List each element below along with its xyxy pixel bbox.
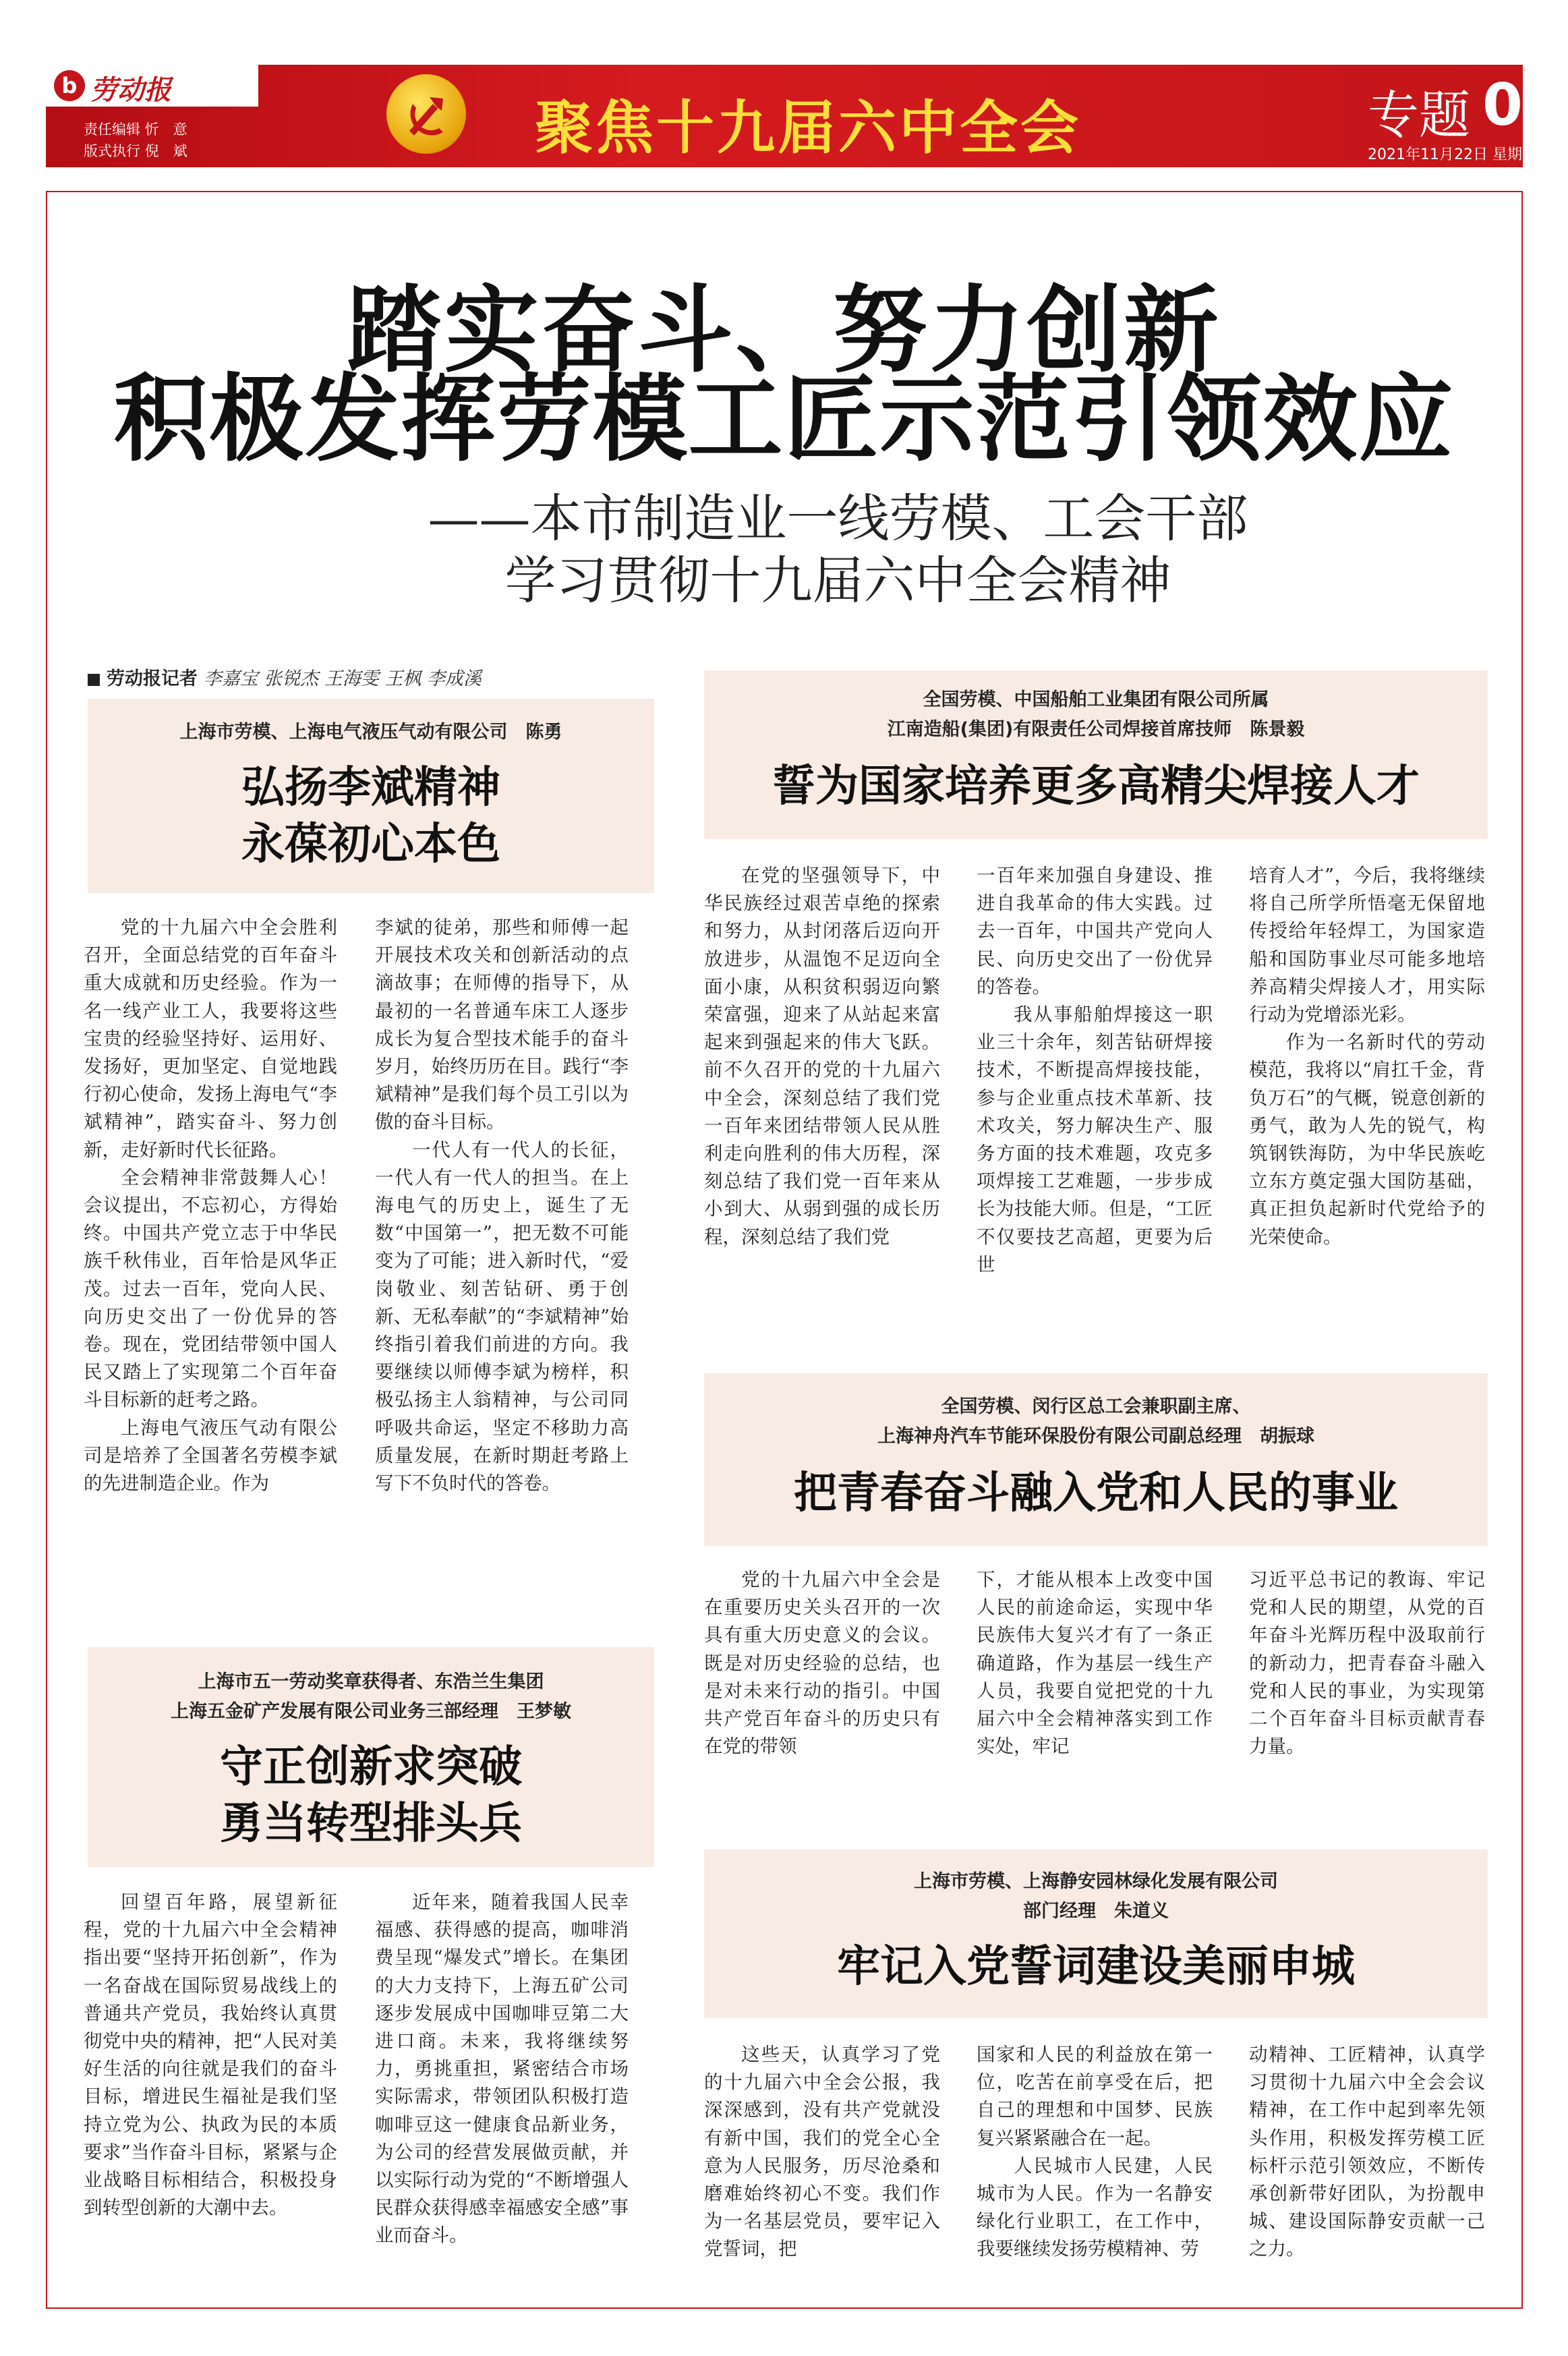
page-number: 05 <box>1482 71 1563 139</box>
paragraph: 我从事船舶焊接这一职业三十余年，刻苦钻研焊接技术，不断提高焊接技能，参与企业重点技术革新、技术攻关，努力解决生产、服务方面的技术难题，攻克多项焊接工艺难题，一步步成长为技能大师。但是，“工匠不仅要技艺高超，更要为后世 <box>977 1004 1213 1275</box>
editor-line: 责任编辑 忻 意 <box>84 121 187 138</box>
paragraph: 作为一名新时代的劳动模范，我将以“肩扛千金，背负万石”的气概，锐意创新的勇气，敢为人先的锐气，构筑钢铁海防，为中华民族屹立东方奠定强大国防基础，真正担负起新时代党给予的光荣使命。 <box>1249 1031 1485 1248</box>
paragraph: 上海电气液压气动有限公司是培养了全国著名劳模李斌的先进制造企业。作为 <box>84 1416 337 1495</box>
article-title: 把青春奋斗融入党和人民的事业 <box>794 1468 1398 1518</box>
article-title: 弘扬李斌精神 <box>241 762 500 813</box>
editor-credits <box>84 119 187 162</box>
square-bullet-icon <box>88 674 100 686</box>
article-column <box>375 914 629 1497</box>
article-header-chen-yong <box>88 699 654 893</box>
article-column <box>704 1566 940 1760</box>
article-header-zhu-daoyi <box>704 1849 1488 2018</box>
article-column <box>977 2041 1213 2264</box>
paragraph: 回望百年路，展望新征程，党的十九届六中全会精神指出要“坚持开拓创新”，作为一名奋战在国际贸易战线上的普通共产党员，我始终认真贯彻党中央的精神，把“人民对美好生活的向往就是我们的奋斗目标，增进民生福祉是我们坚持立党为公、执政为民的本质要求”当作奋斗目标，紧紧与企业战略目标相结合，积极投身到转型创新的大潮中去。 <box>84 1891 337 2219</box>
article-author: 上海市五一劳动奖章获得者、东浩兰生集团 <box>198 1671 544 1692</box>
byline-names: 李嘉宝 张锐杰 王海雯 王枫 李成溪 <box>203 668 482 689</box>
article-title: 誓为国家培养更多高精尖焊接人才 <box>772 761 1420 811</box>
article-author: 全国劳模、闵行区总工会兼职副主席、 <box>941 1396 1251 1417</box>
paragraph: 这些天，认真学习了党的十九届六中全会公报，我深深感到，没有共产党就没有新中国，我们的党全心全意为人民服务，历尽沧桑和磨难始终初心不变。我们作为一名基层党员，要牢记入党誓词，把 <box>704 2044 940 2260</box>
article-title: 守正创新求突破 <box>220 1742 522 1792</box>
article-title-line-2: 永葆初心本色 <box>241 819 500 869</box>
article-author-line-2: 上海神舟汽车节能环保股份有限公司副总经理 胡振球 <box>877 1426 1314 1447</box>
paragraph: 在党的坚强领导下，中华民族经过艰苦卓绝的探索和努力，从封闭落后迈向开放进步，从温饱不足迈向全面小康，从积贫积弱迈向繁荣富强，迎来了从站起来富起来到强起来的伟大飞跃。前不久召开的党的十九届六中全会，深刻总结了我们党一百年来团结带领人民从胜利走向胜利的伟大历程，深刻总结了我们党一百年来从小到大、从弱到强的成长历程，深刻总结了我们党 <box>704 865 940 1248</box>
logo-mark-icon: b <box>54 70 85 101</box>
article-column <box>84 914 337 1497</box>
layout-line: 版式执行 倪 斌 <box>84 143 187 159</box>
masthead-banner <box>46 65 1563 184</box>
article-column <box>977 1566 1213 1760</box>
paragraph: 人民城市人民建，人民城市为人民。作为一名静安绿化行业职工，在工作中，我要继续发扬劳模精神、劳 <box>977 2154 1213 2260</box>
article-author: 全国劳模、中国船舶工业集团有限公司所属 <box>923 689 1269 710</box>
article-column <box>704 862 940 1251</box>
paragraph: 下，才能从根本上改变中国人民的前途命运，实现中华民族伟大复兴才有了一条正确道路，作为基层一线生产人员，我要自觉把党的十九届六中全会精神落实到工作实处，牢记 <box>977 1569 1213 1758</box>
subheadline-line-2: 学习贯彻十九届六中全会精神 <box>504 550 1171 610</box>
paragraph: 李斌的徒弟，那些和师傅一起开展技术攻关和创新活动的点滴故事；在师傅的指导下，从最初的一名普通车床工人逐步成长为复合型技术能手的奋斗岁月，始终历历在目。践行“李斌精神”是我们每个员工引以为傲的奋斗目标。 <box>375 917 629 1133</box>
newspaper-logo[interactable] <box>46 65 258 107</box>
byline-label: 劳动报记者 <box>107 668 198 689</box>
article-author: 上海市劳模、上海电气液压气动有限公司 陈勇 <box>179 722 562 743</box>
byline <box>88 664 482 690</box>
paragraph: 习近平总书记的教诲、牢记党和人民的期望，从党的百年奋斗光辉历程中汲取前行的新动力，把青春奋斗融入党和人民的事业，为实现第二个百年奋斗目标贡献青春力量。 <box>1249 1569 1485 1758</box>
paragraph: 近年来，随着我国人民幸福感、获得感的提高，咖啡消费呈现“爆发式”增长。在集团的大力支持下，上海五矿公司逐步发展成中国咖啡豆第二大进口商。未来，我将继续努力，勇挑重担，紧密结合市场实际需求，带领团队积极打造咖啡豆这一健康食品新业务，为公司的经营发展做贡献，并以实际行动为党的“不断增强人民群众获得感幸福感安全感”事业而奋斗。 <box>375 1891 629 2247</box>
paragraph: 动精神、工匠精神，认真学习贯彻十九届六中全会会议精神，在工作中起到率先领头作用，积极发挥劳模工匠标杆示范引领效应，不断传承创新带好团队，为扮靓申城、建设国际静安贡献一己之力。 <box>1249 2044 1485 2260</box>
paragraph: 党的十九届六中全会胜利召开，全面总结党的百年奋斗重大成就和历史经验。作为一名一线产业工人，我要将这些宝贵的经验坚持好、运用好、发扬好，更加坚定、自觉地践行初心使命，发扬上海电气“李斌精神”，踏实奋斗、努力创新，走好新时代长征路。 <box>84 917 337 1161</box>
party-emblem-icon <box>386 74 466 154</box>
paragraph: 培育人才”，今后，我将继续将自己所学所悟毫无保留地传授给年轻焊工，为国家造船和国防事业尽可能多地培养高精尖焊接人才，用实际行动为党增添光彩。 <box>1249 865 1485 1026</box>
banner-title: 聚焦十九届六中全会 <box>535 94 1081 162</box>
article-header-wang-mengmin <box>88 1647 654 1867</box>
article-author-line-2: 部门经理 朱道义 <box>1023 1901 1169 1922</box>
paragraph: 全会精神非常鼓舞人心！会议提出，不忘初心，方得始终。中国共产党立志于中华民族千秋伟业，百年恰是风华正茂。过去一百年，党向人民、向历史交出了一份优异的答卷。现在，党团结带领中国人民又踏上了实现第二个百年奋斗目标新的赶考之路。 <box>84 1166 337 1411</box>
article-author: 上海市劳模、上海静安园林绿化发展有限公司 <box>914 1871 1278 1892</box>
article-author-line-2: 上海五金矿产发展有限公司业务三部经理 王梦敏 <box>171 1701 571 1722</box>
issue-date: 2021年11月22日 星期一 <box>1368 146 1522 184</box>
headline-line-1: 踏实奋斗、努力创新 <box>347 275 1221 386</box>
logo-text: 劳动报 <box>90 74 171 106</box>
article-title-line-2: 勇当转型排头兵 <box>220 1798 522 1849</box>
article-title: 牢记入党誓词建设美丽申城 <box>837 1941 1355 1992</box>
subheadline-line-1: ——本市制造业一线劳模、工会干部 <box>428 488 1248 548</box>
article-header-chen-jingyi <box>704 670 1488 839</box>
article-column <box>704 2041 940 2264</box>
article-column <box>1249 1566 1485 1760</box>
paragraph: 国家和人民的利益放在第一位，吃苦在前享受在后，把自己的理想和中国梦、民族复兴紧紧融合在一起。 <box>977 2044 1213 2149</box>
article-column <box>1249 862 1485 1251</box>
article-author-line-2: 江南造船(集团)有限责任公司焊接首席技师 陈景毅 <box>887 719 1305 740</box>
paragraph: 一百年来加强自身建设、推进自我革命的伟大实践。过去一百年，中国共产党向人民、向历史交出了一份优异的答卷。 <box>977 865 1213 998</box>
headline-line-2: 积极发挥劳模工匠示范引领效应 <box>113 364 1455 475</box>
paragraph: 党的十九届六中全会是在重要历史关头召开的一次具有重大历史意义的会议。既是对历史经验的总结，也是对未来行动的指引。中国共产党百年奋斗的历史只有在党的带领 <box>704 1569 940 1758</box>
article-column <box>84 1889 337 2222</box>
article-header-hu-zhenqiu <box>704 1373 1488 1546</box>
article-column <box>375 1889 629 2250</box>
article-column <box>977 862 1213 1279</box>
paragraph: 一代人有一代人的长征，一代人有一代人的担当。在上海电气的历史上，诞生了无数“中国第一”，把无数不可能变为了可能；进入新时代，“爱岗敬业、刻苦钻研、勇于创新、无私奉献”的“李斌精神”始终指引着我们前进的方向。我要继续以师傅李斌为榜样，积极弘扬主人翁精神，与公司同呼吸共命运，坚定不移助力高质量发展，在新时期赶考路上写下不负时代的答卷。 <box>375 1139 629 1495</box>
article-column <box>1249 2041 1485 2264</box>
section-label: 专题 <box>1368 85 1470 145</box>
